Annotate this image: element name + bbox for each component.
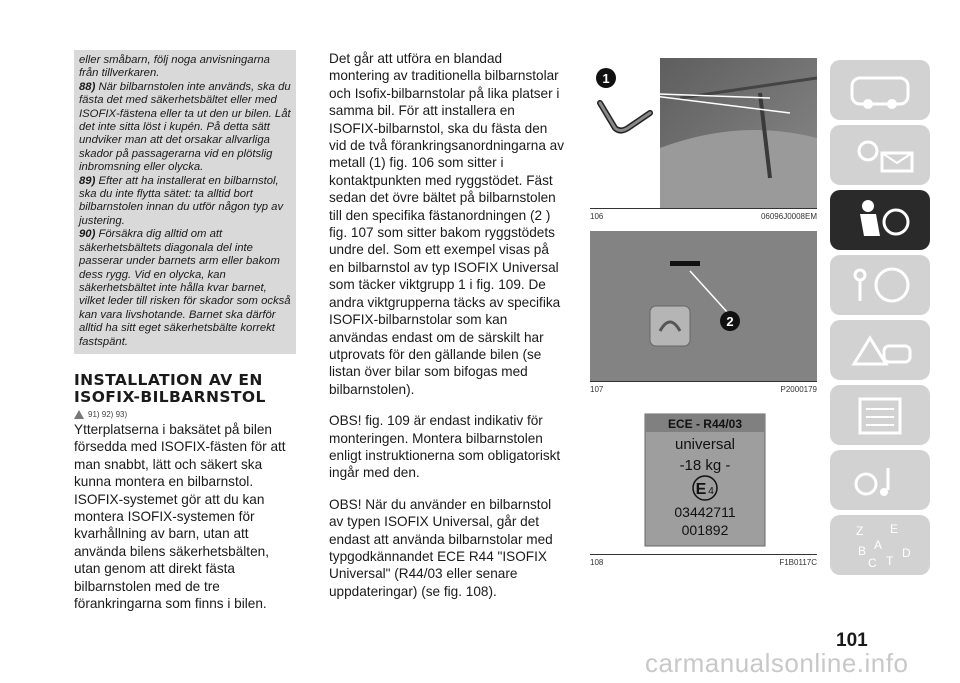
approval-label (590, 404, 817, 554)
svg-text:T: T (886, 554, 894, 568)
svg-text:C: C (868, 556, 877, 570)
callout-2: 2 (726, 314, 734, 329)
svg-text:universal: universal (674, 436, 736, 453)
section-title: INSTALLATION AV EN ISOFIX-BILBARNSTOL (74, 370, 266, 406)
index-icon (830, 515, 930, 575)
svg-text:A: A (874, 538, 883, 552)
tab-emergency[interactable] (830, 320, 930, 380)
col2-paragraph-1: Det går att utföra en blandad montering av traditionella bilbarnstolar och Isofix-bilbarnstolar på lika platser i samma bil. För att installera en ISOFIX-bilbarnstol, ska du fästa den vid de två förankringsanordningarna av metall (1) fig. 106 som sitter i kontaktpunkten med ryggstödet. Fäst sedan det övre bältet på bilbarnstolen till den specifika fästanordningen (2 ) fig. 107 som sitter bakom ryggstödets undre del. Som ett exempel visas på en bilbarnstol av typ ISOFIX Universal som täcker viktgrupp 1 i fig. 109. De andra viktgrupperna täcks av specifika ISOFIX-bilbarnstolar som kan användas endast om de särskilt har utprovats för den gällande bilen (se listan över bilar som bifogas med bilbarnstolen). (329, 51, 565, 397)
col2-paragraph-3: OBS! När du använder en bilbarnstol av typen ISOFIX Universal, går det endast att använda bilbarnstolar med typgodkännandet ECE R44 "ISOFIX Universal" (R44/03 eller senare uppdateringar) (se fig. 108). (329, 496, 553, 599)
col2-paragraph-2: OBS! fig. 109 är endast indikativ för monteringen. Montera bilbarnstolen enligt instruktionerna som obligatoriskt ingår med den. (329, 413, 561, 481)
watermark: carmanualsonline.info (645, 648, 909, 678)
svg-text:03442711: 03442711 (674, 504, 736, 520)
figure-107 (590, 231, 817, 382)
chapter-tabs (830, 60, 930, 580)
emergency-icon (830, 320, 930, 380)
figure-106 (590, 58, 817, 209)
svg-text:D: D (902, 546, 911, 560)
top-tether-photo (590, 231, 817, 381)
warning-box (74, 50, 296, 354)
isofix-anchor-photo (590, 58, 817, 208)
left-column (74, 50, 296, 626)
middle-column (329, 50, 565, 614)
warning-90: 90) Försäkra dig alltid om att säkerhetsbältets diagonala del inte passerar under barnets arm eller bakom dess rygg. Vid en olycka, kan säkerhetsbältet inte hålla kvar barnet, vilket leder till risken för skador som också kan vara livshotande. Barnet ska därför alltid ha sitt eget säkerhetsbälte korrekt fastspänt. (79, 228, 291, 348)
tab-media[interactable] (830, 450, 930, 510)
car-dashboard-icon (830, 60, 930, 120)
figure-107-caption: 107 P2000179 (590, 385, 817, 394)
warning-88: 88) När bilbarnstolen inte används, ska du fästa det med säkerhetsbältet eller med ISOFIX-fästena eller ta ut den ur bilen. Låt det inte sitta löst i kupén. På detta sätt undviker man att det orsakar allvarliga skador på passagerarna vid en plötslig inbromsning eller olycka. (79, 80, 291, 174)
tab-car-dashboard[interactable] (830, 60, 930, 120)
svg-text:E: E (890, 522, 899, 536)
tab-safety[interactable] (830, 190, 930, 250)
svg-text:E: E (695, 481, 707, 498)
maintenance-icon (830, 385, 930, 445)
page-number: 101 (836, 630, 868, 651)
warning-89: 89) Efter att ha installerat en bilbarnstol, ska du inte flytta sätet: ta alltid bort bilbarnstolen innan du utför någon typ av justering. (79, 174, 284, 227)
warning-0: eller småbarn, följ noga anvisningarna från tillverkaren. (79, 54, 270, 80)
figure-108-caption: 108 F1B0117C (590, 558, 817, 567)
svg-text:4: 4 (708, 486, 714, 497)
media-icon (830, 450, 930, 510)
svg-text:-18 kg -: -18 kg - (679, 457, 731, 474)
figures-column (590, 58, 817, 577)
tab-index[interactable] (830, 515, 930, 575)
tab-maintenance[interactable] (830, 385, 930, 445)
col1-paragraph: Ytterplatserna i baksätet på bilen försedda med ISOFIX-fästen för att man snabbt, lätt och säkert ska kunna montera en bilbarnstol. ISOFIX-systemet gör att du kan montera ISOFIX-systemen för kvarhållning av barn, utan att använda bilens säkerhetsbälten, utan genom att direkt fästa bilbarnstolen med de tre förankringarna som finns i bilen. (74, 421, 286, 611)
warning-refs: 91) 92) 93) (74, 410, 296, 419)
callout-1: 1 (602, 71, 610, 86)
figure-106-caption: 106 06096J0008EM (590, 212, 817, 221)
warning-lights-icon (830, 125, 930, 185)
svg-text:Z: Z (856, 524, 864, 538)
figure-108 (590, 404, 817, 555)
svg-text:B: B (858, 544, 867, 558)
tab-warning-lights[interactable] (830, 125, 930, 185)
warning-triangle-icon (74, 410, 84, 419)
tab-key-steering[interactable] (830, 255, 930, 315)
svg-text:ECE - R44/03: ECE - R44/03 (667, 417, 743, 431)
key-steering-wheel-icon (830, 255, 930, 315)
safety-airbag-icon (830, 190, 930, 250)
svg-text:001892: 001892 (681, 522, 729, 538)
